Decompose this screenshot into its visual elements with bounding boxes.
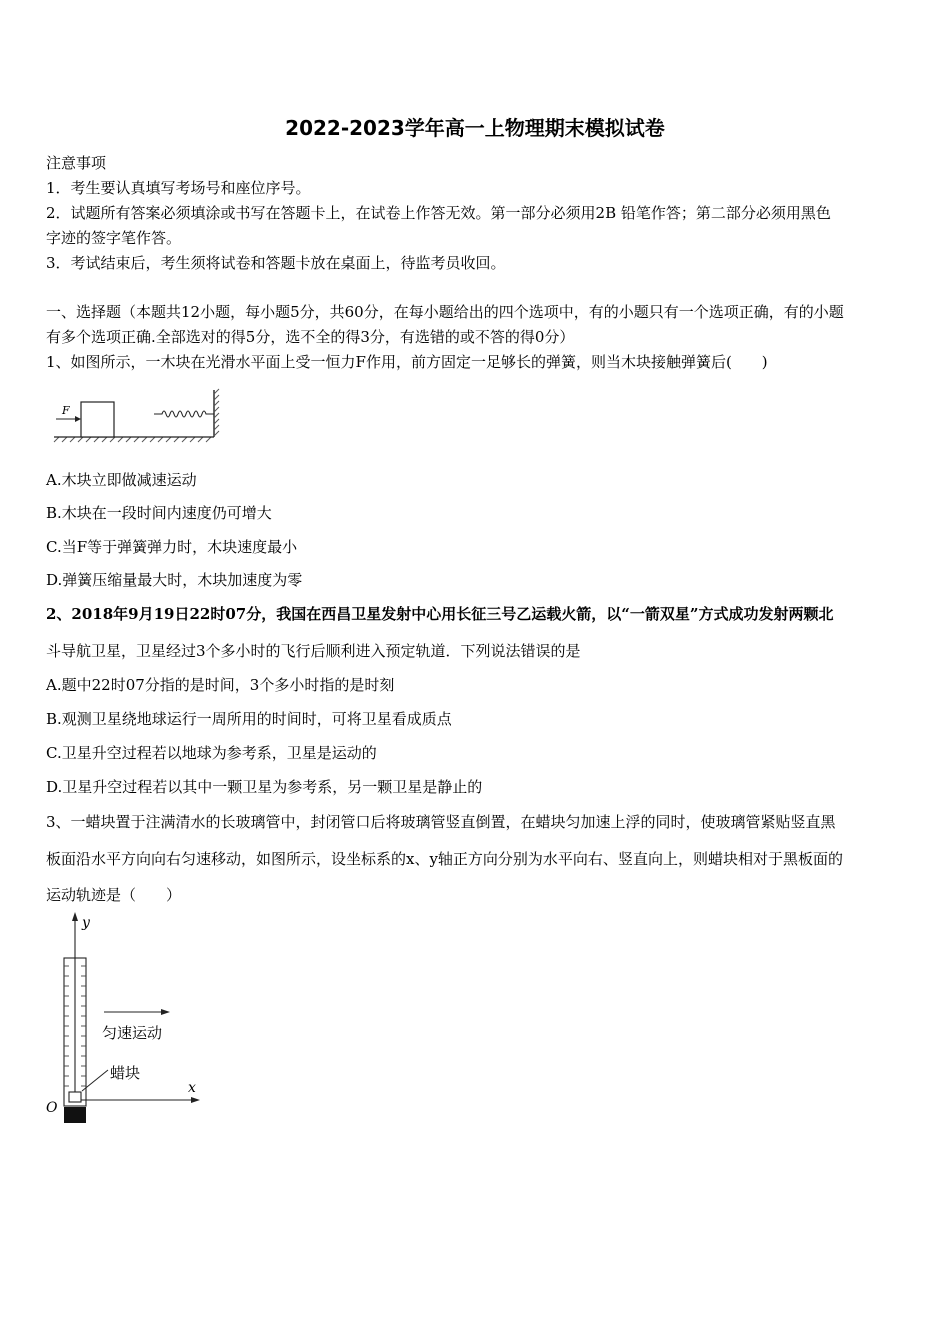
force-arrowhead — [75, 416, 81, 422]
q2-option-b: B.观测卫星绕地球运行一周所用的时间时，可将卫星看成质点 — [46, 710, 452, 728]
wall-hatching — [214, 389, 219, 436]
tube-stopper — [64, 1107, 86, 1123]
notice-heading: 注意事项 — [46, 154, 107, 172]
q3-tube-figure — [42, 910, 212, 1130]
wax-block — [69, 1092, 81, 1102]
notice-item: 1．考生要认真填写考场号和座位序号。 — [46, 179, 311, 197]
q1-stem: 1、如图所示，一木块在光滑水平面上受一恒力F作用，前方固定一足够长的弹簧，则当木块接触弹簧后( ) — [46, 353, 768, 371]
q2-option-a: A.题中22时07分指的是时间，3个多小时指的是时刻 — [46, 676, 395, 694]
q2-option-c: C.卫星升空过程若以地球为参考系，卫星是运动的 — [46, 744, 377, 762]
q1-option-d: D.弹簧压缩量最大时，木块加速度为零 — [46, 571, 303, 589]
y-axis-label: y — [82, 915, 90, 931]
spring — [154, 411, 214, 417]
q2-stem: 斗导航卫星，卫星经过3个多小时的飞行后顺利进入预定轨道．下列说法错误的是 — [46, 642, 581, 660]
section-instructions: 一、选择题（本题共12小题，每小题5分，共60分，在每小题给出的四个选项中，有的小题只有一个选项正确，有的小题 — [46, 303, 844, 321]
ground-hatching — [54, 437, 211, 442]
q2-stem: 2、2018年9月19日22时07分，我国在西昌卫星发射中心用长征三号乙运载火箭，以“一箭双星”方式成功发射两颗北 — [46, 605, 834, 623]
notice-item: 3．考试结束后，考生须将试卷和答题卡放在桌面上，待监考员收回。 — [46, 254, 506, 272]
q2-option-d: D.卫星升空过程若以其中一颗卫星为参考系，另一颗卫星是静止的 — [46, 778, 483, 796]
q3-stem: 运动轨迹是（ ） — [46, 886, 182, 904]
page-title: 2022-2023学年高一上物理期末模拟试卷 — [285, 116, 665, 140]
x-axis-label: x — [188, 1080, 196, 1096]
x-arrowhead — [191, 1097, 200, 1103]
q3-stem: 板面沿水平方向向右匀速移动，如图所示，设坐标系的x、y轴正方向分别为水平向右、竖直向上，则蜡块相对于黑板面的 — [46, 850, 843, 868]
y-arrowhead — [72, 912, 78, 921]
block-label: 蜡块 — [110, 1064, 141, 1082]
origin-label: O — [46, 1100, 58, 1116]
notice-item: 字迹的签字笔作答。 — [46, 229, 182, 247]
motion-label: 匀速运动 — [102, 1024, 163, 1042]
wood-block — [81, 402, 114, 437]
q3-stem: 3、一蜡块置于注满清水的长玻璃管中，封闭管口后将玻璃管竖直倒置，在蜡块匀加速上浮的同时，使玻璃管紧贴竖直黑 — [46, 813, 836, 831]
notice-item: 2．试题所有答案必须填涂或书写在答题卡上，在试卷上作答无效。第一部分必须用2B 铅笔作答；第二部分必须用黑色 — [46, 204, 831, 222]
q1-option-c: C.当F等于弹簧弹力时，木块速度最小 — [46, 538, 298, 556]
q1-option-a: A.木块立即做减速运动 — [46, 471, 197, 489]
motion-arrowhead — [161, 1009, 170, 1015]
q1-option-b: B.木块在一段时间内速度仍可增大 — [46, 504, 272, 522]
force-label: F — [62, 404, 70, 417]
section-instructions: 有多个选项正确.全部选对的得5分，选不全的得3分，有选错的或不答的得0分） — [46, 328, 575, 346]
q1-spring-figure — [50, 386, 225, 444]
